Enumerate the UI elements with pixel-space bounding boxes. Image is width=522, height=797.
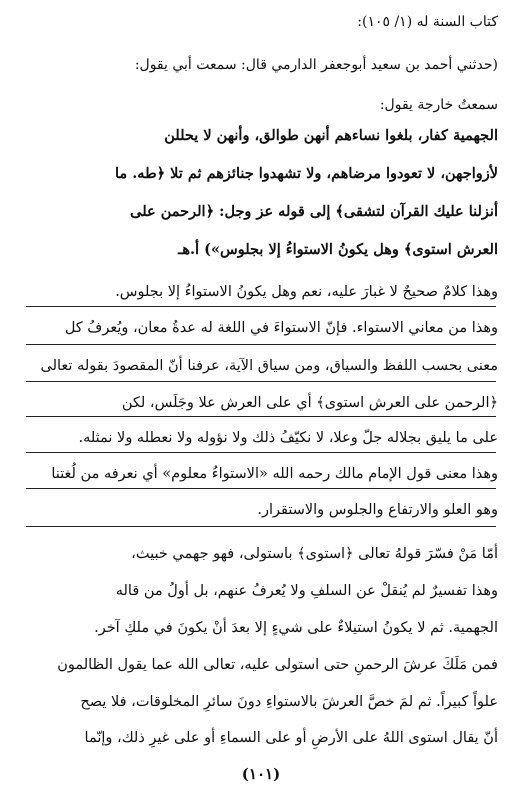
closing-line: أنّ يقال استوى اللهُ على الأرضِ أو على السماءِ أو على غيرِ ذلك، وإنّما <box>84 730 498 746</box>
commentary-line: وهذا كلامٌ صحيحٌ لا غبارَ عليه، نعم وهل يكونُ الاستواءُ إلا بجلوس. <box>115 284 498 300</box>
isnad-line-2: سمعتُ خارجة يقول: <box>379 97 498 113</box>
commentary-line: وهذا من معاني الاستواء. فإنّ الاستواءَ في اللغة له عدةُ معان، ويُعرفُ كل <box>64 320 498 336</box>
page-number: (١٠١) <box>241 765 281 783</box>
pen-underline <box>26 452 496 453</box>
pen-underline <box>26 526 496 527</box>
isnad-line: (حدثني أحمد بن سعيد أبوجعفر الدارمي قال: سمعت أبي يقول: <box>134 57 498 73</box>
closing-line: علواً كبيراً. ثم لمَ خصَّ العرشَ بالاستواءِ دونَ سائرِ المخلوقات، فلا يصح <box>80 694 498 710</box>
closing-line: أمّا مَنْ فسّرَ قولهُ تعالى ﴿استوى﴾ باستولى، فهو جهمي خبيث، <box>131 546 498 562</box>
pen-underline <box>26 381 496 382</box>
commentary-line: ﴿الرحمن على العرش استوى﴾ أي على العرش علا وجَلَس، لكن <box>121 395 498 411</box>
quote-line: لأزواجهن، لا تعودوا مرضاهم، ولا تشهدوا جنائزهم ثم تلا ﴿طه. ما <box>115 165 498 182</box>
source-citation: كتاب السنة له (١/ ١٠٥): <box>357 14 498 30</box>
pen-underline <box>26 306 496 307</box>
commentary-line: وهو العلو والارتفاع والجلوس والاستقرار. <box>257 502 498 518</box>
closing-line: وهذا تفسيرٌ لم يُنقلْ عن السلفِ ولا يُعرفُ عنهم، بل أولُ من قاله <box>115 583 498 599</box>
quote-line: العرش استوى﴾ وهل يكونُ الاستواءُ إلا بجلوس») أ.هـ <box>178 241 498 258</box>
closing-line: الجهمية. ثم لا يكونُ استيلاءٌ على شيءٍ إلا بعدَ أنْ يكونَ في ملكِ آخر. <box>94 620 498 636</box>
pen-underline <box>26 344 496 345</box>
closing-line: فمن مَلَكَ عرشَ الرحمنِ حتى استولى عليه، تعالى الله عما يقول الظالمون <box>57 657 498 673</box>
quote-line: الجهمية كفار، بلغوا نساءهم أنهن طوالق، وأنهن لا يحللن <box>164 127 498 144</box>
commentary-line: معنى بحسب اللفظ والسياق، ومن سياق الآية، عرفنا أنّ المقصودَ بقوله تعالى <box>40 358 498 374</box>
quote-line: أنزلنا عليك القرآن لتشقى﴾ إلى قوله عز وجل: ﴿الرحمن على <box>130 203 498 220</box>
commentary-line: على ما يليق بجلاله جلّ وعلا، لا نكيّفُ ذلك ولا نؤوله ولا نعطله ولا نمثله. <box>78 430 498 446</box>
pen-underline <box>26 416 496 417</box>
pen-underline <box>26 488 496 489</box>
commentary-line: وهذا معنى قول الإمام مالك رحمه الله «الاستواءُ معلوم» أي نعرفه من لُغتنا <box>51 466 498 482</box>
